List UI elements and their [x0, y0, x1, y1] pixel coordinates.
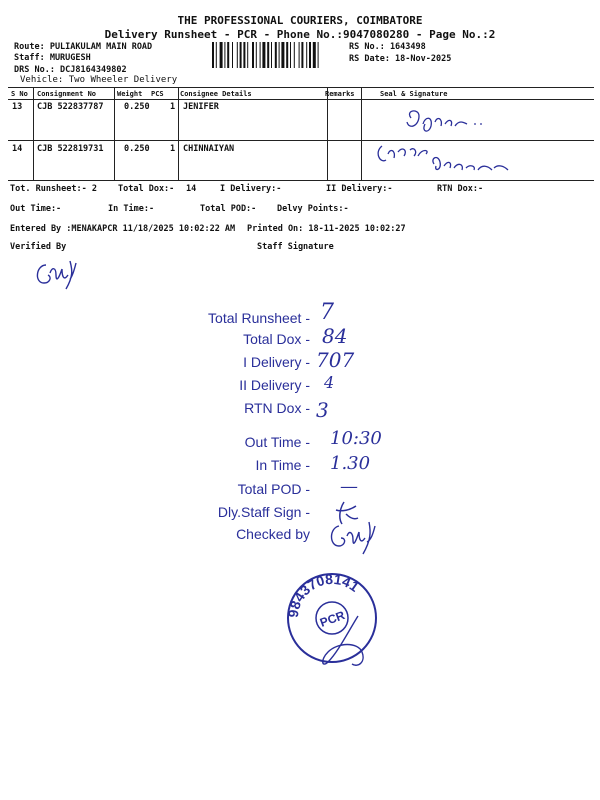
- entered-by: Entered By :MENAKAPCR 11/18/2025 10:02:22 AM: [10, 224, 236, 234]
- barcode: [212, 42, 345, 68]
- header-weight: Weight: [117, 90, 143, 98]
- stamp-rtn-dox: RTN Dox -: [244, 400, 310, 416]
- table-bottom-border: [8, 180, 594, 181]
- row-weight: 0.250: [124, 144, 150, 154]
- total-dox-value: 14: [186, 184, 197, 194]
- svg-text:PCR: PCR: [318, 608, 347, 630]
- stamp-out-time: Out Time -: [244, 434, 310, 450]
- row-consignment: CJB 522819731: [37, 144, 104, 154]
- row-sno: 14: [12, 144, 23, 154]
- drs-label: DRS No.: DCJ8164349802: [14, 65, 127, 75]
- stamp-dly-staff-sign: Dly.Staff Sign -: [217, 504, 310, 520]
- in-time-label: In Time:-: [108, 204, 155, 214]
- stamp-total-pod: Total POD -: [237, 481, 310, 497]
- rtn-dox-label: RTN Dox:-: [437, 184, 484, 194]
- printed-on: Printed On: 18-11-2025 10:02:27: [247, 224, 406, 234]
- stamp-checked-by: Checked by: [236, 526, 310, 542]
- stamp-in-time: In Time -: [255, 457, 310, 473]
- header-seal-signature: Seal & Signature: [380, 90, 448, 98]
- header-consignee: Consignee Details: [180, 90, 252, 98]
- row-pcs: 1: [170, 102, 176, 112]
- table-header-border: [8, 99, 594, 100]
- consignee-signature-13: [375, 104, 515, 140]
- table-top-border: [8, 87, 594, 88]
- stamp-i-delivery: I Delivery -: [243, 354, 310, 370]
- row-consignee: CHINNAIYAN: [183, 144, 235, 154]
- hand-total-dox: 84: [322, 324, 348, 348]
- hand-total-pod: —: [340, 476, 358, 497]
- col-divider: [33, 87, 34, 180]
- row-consignment: CJB 522837787: [37, 102, 104, 112]
- row-pcs: 1: [170, 144, 176, 154]
- vehicle-label: Vehicle: Two Wheeler Delivery: [20, 75, 178, 85]
- total-pod-label: Total POD:-: [200, 204, 257, 214]
- out-time-label: Out Time:-: [10, 204, 62, 214]
- rs-date: RS Date: 18-Nov-2025: [349, 54, 452, 64]
- staff-signature-label: Staff Signature: [257, 242, 334, 252]
- total-dox-label: Total Dox:-: [118, 184, 175, 194]
- hand-ii-delivery: 4: [324, 373, 335, 392]
- tot-runsheet: Tot. Runsheet:- 2: [10, 184, 97, 194]
- hand-total-runsheet: 7: [320, 300, 334, 325]
- seal-signature: [318, 612, 378, 672]
- ii-delivery-label: II Delivery:-: [326, 184, 393, 194]
- header-remarks: Remarks: [325, 90, 355, 98]
- col-divider: [327, 87, 328, 180]
- col-divider: [178, 87, 179, 180]
- row-consignee: JENIFER: [183, 102, 219, 112]
- row-sno: 13: [12, 102, 23, 112]
- i-delivery-label: I Delivery:-: [220, 184, 282, 194]
- hand-out-time: 10:30: [330, 428, 382, 449]
- staff-label: Staff: MURUGESH: [14, 53, 91, 63]
- hand-rtn-dox: 3: [316, 398, 329, 422]
- company-title: THE PROFESSIONAL COURIERS, COIMBATORE: [177, 14, 423, 27]
- svg-text:9843708141: 9843708141: [284, 570, 363, 619]
- verifier-signature: [30, 255, 90, 295]
- rs-number: RS No.: 1643498: [349, 42, 426, 52]
- hand-i-delivery: 707: [316, 348, 355, 372]
- hand-checked-by: [325, 518, 385, 558]
- row-weight: 0.250: [124, 102, 150, 112]
- col-divider: [361, 87, 362, 180]
- col-divider: [114, 87, 115, 180]
- route-label: Route: PULIAKULAM MAIN ROAD: [14, 42, 153, 52]
- stamp-ii-delivery: II Delivery -: [239, 377, 310, 393]
- stamp-total-runsheet: Total Runsheet -: [208, 310, 310, 326]
- hand-in-time: 1.30: [330, 453, 371, 474]
- runsheet-subtitle: Delivery Runsheet - PCR - Phone No.:9047080280 - Page No.:2: [104, 28, 496, 41]
- header-consignment: Consignment No: [37, 90, 97, 98]
- header-sno: S No: [11, 90, 28, 98]
- consignee-signature-14: [372, 140, 522, 180]
- delvy-points-label: Delvy Points:-: [277, 204, 349, 214]
- verified-by-label: Verified By: [10, 242, 67, 252]
- stamp-total-dox: Total Dox -: [243, 331, 310, 347]
- header-pcs: PCS: [151, 90, 164, 98]
